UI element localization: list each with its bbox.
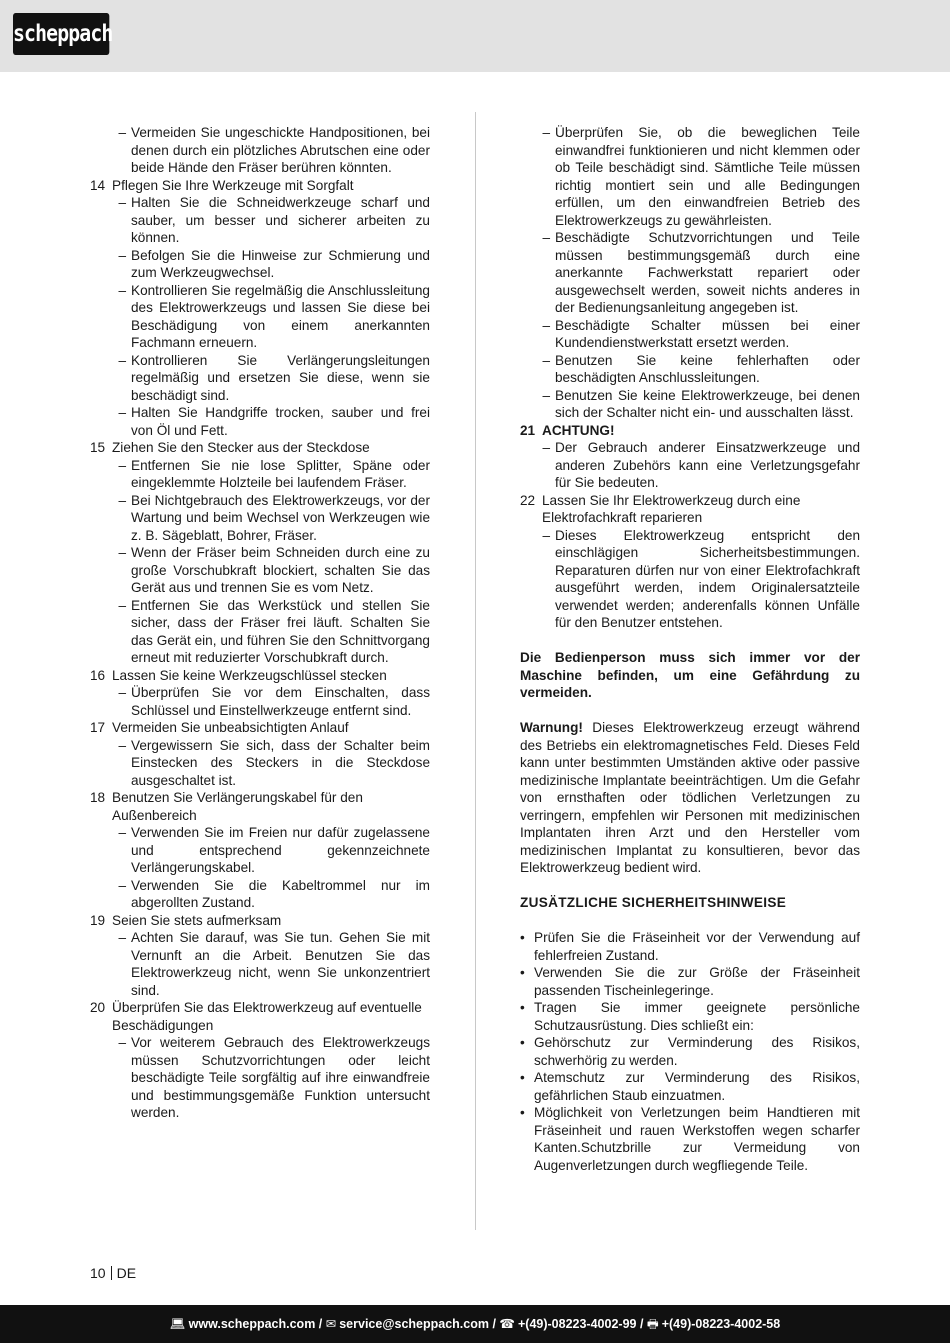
item-title: Überprüfen Sie das Elektrowerkzeug auf eventuelle Beschädigungen bbox=[112, 1000, 422, 1033]
dash-marker: – bbox=[542, 352, 550, 368]
dash-marker: – bbox=[118, 195, 126, 210]
sub-item bbox=[90, 929, 430, 999]
numbered-item bbox=[90, 667, 430, 685]
sub-item bbox=[90, 247, 430, 282]
sub-item-text: Kontrollieren Sie regelmäßig die Anschlussleitung des Elektrowerkzeugs und lassen Sie diese bei Beschädigung von einem anerkannten Fachmann erneuern. bbox=[131, 282, 430, 350]
sub-item-text: Vergewissern Sie sich, dass der Schalter beim Einstecken des Steckers in die Steckdose ausgeschaltet ist. bbox=[131, 737, 430, 788]
sub-item-text: Halten Sie Handgriffe trocken, sauber und frei von Öl und Fett. bbox=[131, 405, 430, 438]
sub-item bbox=[520, 124, 860, 229]
additional-safety-heading: ZUSÄTZLICHE SICHERHEITSHINWEISE bbox=[520, 895, 787, 910]
sub-item bbox=[520, 387, 860, 422]
bullet-text: Tragen Sie immer geeignete persönliche Schutzausrüstung. Dies schließt ein: bbox=[534, 1000, 860, 1033]
item-title: ACHTUNG! bbox=[542, 422, 615, 438]
envelope-icon: ✉︎ bbox=[325, 1317, 337, 1331]
sub-item-text: Dieses Elektrowerkzeug entspricht den einschlägigen Sicherheitsbestimmungen. Reparaturen dürfen nur von einer Elektrofachkraft ausgeführt werden, indem Originalersatzteile verwendet werden; anderenfalls können Unfälle für den Benutzer entstehen. bbox=[555, 527, 860, 630]
dash-marker: – bbox=[542, 440, 550, 455]
numbered-item bbox=[90, 999, 430, 1034]
sub-item bbox=[520, 439, 860, 492]
dash-marker: – bbox=[542, 125, 550, 140]
footer-email[interactable]: service@scheppach.com bbox=[339, 1317, 489, 1331]
sub-item bbox=[90, 684, 430, 719]
item-title: Benutzen Sie Verlängerungskabel für den Außenbereich bbox=[112, 790, 363, 823]
sub-item bbox=[520, 527, 860, 632]
sub-item bbox=[90, 544, 430, 597]
sub-item-text: Achten Sie darauf, was Sie tun. Gehen Sie mit Vernunft an die Arbeit. Benutzen Sie das Elektrowerkzeug nicht, wenn Sie unkonzentriert sind. bbox=[131, 930, 430, 998]
dash-marker: – bbox=[118, 492, 126, 508]
bullet-item bbox=[520, 1069, 860, 1104]
page-number bbox=[90, 1265, 136, 1281]
bullet-marker: • bbox=[520, 1070, 525, 1085]
dash-marker: – bbox=[118, 737, 126, 753]
sub-item bbox=[90, 597, 430, 667]
sub-item-text: Der Gebrauch anderer Einsatzwerkzeuge und anderen Zubehörs kann eine Verletzungsgefahr für Sie bedeuten. bbox=[555, 440, 860, 490]
dash-marker: – bbox=[118, 352, 126, 368]
scheppach-logo: scheppach bbox=[13, 13, 109, 55]
sub-item-text: Verwenden Sie im Freien nur dafür zugelassene und entsprechend gekennzeichnete Verlängerungskabel. bbox=[131, 825, 430, 875]
bullet-text: Prüfen Sie die Fräseinheit vor der Verwendung auf fehlerfreien Zustand. bbox=[534, 930, 860, 963]
item-title: Lassen Sie Ihr Elektrowerkzeug durch eine Elektrofachkraft reparieren bbox=[542, 492, 801, 525]
sub-item-text: Benutzen Sie keine Elektrowerkzeuge, bei denen sich der Schalter nicht ein- und ausschalten lässt. bbox=[555, 387, 860, 420]
dash-marker: – bbox=[542, 387, 550, 403]
item-number: 21 bbox=[520, 422, 536, 438]
bullet-marker: • bbox=[520, 1000, 525, 1015]
sub-item-text: Überprüfen Sie, ob die beweglichen Teile einwandfrei funktionieren und nicht klemmen oder ob Teile beschädigt sind. Sämtliche Teile müssen richtig montiert sein und alle Bedingungen erfüllen, um den einwandfreien Betrieb des Elektrowerkzeugs zu gewährleisten. bbox=[555, 125, 860, 228]
item-number: 15 bbox=[90, 440, 106, 455]
sub-item bbox=[90, 352, 430, 405]
warning-paragraph bbox=[520, 719, 860, 877]
sub-item bbox=[90, 457, 430, 492]
sub-item bbox=[90, 737, 430, 790]
dash-marker: – bbox=[118, 597, 126, 613]
sub-item-text: Befolgen Sie die Hinweise zur Schmierung und zum Werkzeugwechsel. bbox=[131, 247, 430, 280]
sub-item-text: Vermeiden Sie ungeschickte Handpositionen, bei denen durch ein plötzliches Abrutschen eine oder beide Hände den Fräser berühren könnten. bbox=[131, 125, 430, 175]
sub-item bbox=[90, 1034, 430, 1122]
fax-icon: 🖶︎ bbox=[646, 1317, 659, 1331]
numbered-item bbox=[90, 719, 430, 737]
dash-marker: – bbox=[542, 317, 550, 333]
numbered-item bbox=[520, 492, 860, 527]
dash-marker: – bbox=[118, 282, 126, 298]
sub-item-text: Entfernen Sie das Werkstück und stellen Sie sicher, dass der Fräser frei läuft. Schalten Sie das Gerät ein, und führen Sie den Schnittvorgang erneut mit reduzierter Vorschubkraft durch. bbox=[131, 597, 430, 665]
item-title: Lassen Sie keine Werkzeugschlüssel stecken bbox=[112, 667, 387, 683]
sub-item bbox=[90, 194, 430, 247]
sub-item-text: Überprüfen Sie vor dem Einschalten, dass Schlüssel und Einstellwerkzeuge entfernt sind. bbox=[131, 685, 430, 718]
sub-item bbox=[90, 492, 430, 545]
sub-item-text: Halten Sie die Schneidwerkzeuge scharf und sauber, um besser und sicherer arbeiten zu können. bbox=[131, 195, 430, 245]
dash-marker: – bbox=[118, 457, 126, 473]
item-title: Seien Sie stets aufmerksam bbox=[112, 912, 282, 928]
right-column-list bbox=[520, 124, 860, 632]
dash-marker: – bbox=[118, 1035, 126, 1050]
footer-fax: +(49)-08223-4002-58 bbox=[661, 1317, 781, 1331]
left-column bbox=[90, 124, 430, 1122]
sub-item bbox=[520, 229, 860, 317]
sub-item bbox=[90, 877, 430, 912]
page-language: DE bbox=[116, 1265, 137, 1281]
sub-item-text: Bei Nichtgebrauch des Elektrowerkzeugs, vor der Wartung und beim Wechsel von Werkzeugen wie z. B. Sägeblatt, Bohrer, Fräser. bbox=[131, 492, 430, 543]
numbered-item bbox=[90, 177, 430, 195]
item-title: Vermeiden Sie unbeabsichtigten Anlauf bbox=[112, 720, 349, 735]
bullet-text: Gehörschutz zur Verminderung des Risikos, schwerhörig zu werden. bbox=[534, 1035, 860, 1068]
sub-item-text: Vor weiterem Gebrauch des Elektrowerkzeugs müssen Schutzvorrichtungen oder leicht beschädigte Teile sorgfältig auf ihre einwandfreie und bestimmungsgemäße Funktion untersucht werden. bbox=[131, 1035, 430, 1120]
operator-note: Die Bedienperson muss sich immer vor der Maschine befinden, um eine Gefährdung zu vermeiden. bbox=[520, 650, 860, 700]
dash-marker: – bbox=[118, 405, 126, 420]
bullet-text: Möglichkeit von Verletzungen beim Handtieren mit Fräseinheit und rauen Werkstoffen wegen scharfer Kanten.Schutzbrille zur Vermeidung von Augenverletzungen durch wegfliegende Teile. bbox=[534, 1105, 860, 1173]
bullet-marker: • bbox=[520, 1035, 525, 1050]
numbered-item bbox=[90, 439, 430, 457]
sub-item-text: Wenn der Fräser beim Schneiden durch eine zu große Vorschubkraft blockiert, schalten Sie das Gerät aus und trennen Sie es vom Netz. bbox=[131, 545, 430, 595]
bullet-item bbox=[520, 929, 860, 964]
dash-marker: – bbox=[542, 527, 550, 543]
footer-website[interactable]: www.scheppach.com bbox=[188, 1317, 316, 1331]
bullet-marker: • bbox=[520, 930, 525, 945]
sub-item bbox=[90, 824, 430, 877]
dash-marker: – bbox=[118, 685, 126, 700]
sub-item-text: Entfernen Sie nie lose Splitter, Späne oder eingeklemmte Holzteile bei laufendem Fräser. bbox=[131, 457, 430, 490]
dash-marker: – bbox=[118, 545, 126, 560]
dash-marker: – bbox=[118, 877, 126, 893]
bullet-list bbox=[520, 929, 860, 1174]
sub-item bbox=[90, 124, 430, 177]
item-number: 14 bbox=[90, 177, 106, 193]
numbered-item bbox=[90, 912, 430, 930]
phone-icon: ☎︎ bbox=[499, 1317, 515, 1331]
sub-item bbox=[90, 282, 430, 352]
bullet-item bbox=[520, 999, 860, 1034]
item-number: 18 bbox=[90, 790, 106, 805]
laptop-icon: 💻︎ bbox=[169, 1317, 186, 1331]
dash-marker: – bbox=[542, 230, 550, 245]
bullet-text: Atemschutz zur Verminderung des Risikos, gefährlichen Staub einzuatmen. bbox=[534, 1070, 860, 1103]
right-column bbox=[520, 124, 860, 1174]
item-number: 20 bbox=[90, 1000, 106, 1015]
dash-marker: – bbox=[118, 247, 126, 263]
item-title: Pflegen Sie Ihre Werkzeuge mit Sorgfalt bbox=[112, 177, 354, 193]
item-title: Ziehen Sie den Stecker aus der Steckdose bbox=[112, 440, 370, 455]
page-number-value: 10 bbox=[90, 1265, 106, 1281]
dash-marker: – bbox=[118, 125, 126, 140]
sub-item-text: Kontrollieren Sie Verlängerungsleitungen regelmäßig und ersetzen Sie diese, wenn sie beschädigt sind. bbox=[131, 352, 430, 403]
dash-marker: – bbox=[118, 930, 126, 945]
numbered-item bbox=[90, 789, 430, 824]
item-number: 17 bbox=[90, 720, 106, 735]
warning-text: Dieses Elektrowerkzeug erzeugt während des Betriebs ein elektromagnetisches Feld. Dieses Feld kann unter bestimmten Umständen aktive oder passive medizinische Implantate beeinträchtigen. Um die Gefahr von ernsthaften oder tödlichen Verletzungen zu verringern, empfehlen wir Personen mit medizinischen Implantaten ihren Arzt und den Hersteller vom medizinischen Implantat zu konsultieren, bevor das Elektrowerkzeug bedient wird. bbox=[520, 720, 860, 875]
sub-item-text: Benutzen Sie keine fehlerhaften oder beschädigten Anschlussleitungen. bbox=[555, 352, 860, 385]
item-number: 16 bbox=[90, 667, 106, 683]
dash-marker: – bbox=[118, 825, 126, 840]
warning-label: Warnung! bbox=[520, 720, 583, 735]
column-divider bbox=[475, 112, 476, 1230]
header-bar bbox=[0, 0, 950, 72]
sub-item bbox=[520, 352, 860, 387]
item-number: 22 bbox=[520, 492, 536, 508]
bullet-marker: • bbox=[520, 1105, 525, 1120]
bullet-item bbox=[520, 1104, 860, 1174]
sub-item-text: Verwenden Sie die Kabeltrommel nur im abgerollten Zustand. bbox=[131, 877, 430, 910]
sub-item-text: Beschädigte Schalter müssen bei einer Kundendienstwerkstatt ersetzt werden. bbox=[555, 317, 860, 350]
bullet-text: Verwenden Sie die zur Größe der Fräseinheit passenden Tischeinlegeringe. bbox=[534, 965, 860, 998]
item-number: 19 bbox=[90, 912, 106, 928]
footer-bar: 💻︎ www.scheppach.com / ✉︎ service@scheppach.com / ☎︎ +(49)-08223-4002-99 / 🖶︎ +(49)-08223-4002-58 bbox=[0, 1305, 950, 1343]
bullet-marker: • bbox=[520, 965, 525, 980]
bullet-item bbox=[520, 1034, 860, 1069]
page-number-separator bbox=[111, 1266, 112, 1280]
bullet-item bbox=[520, 964, 860, 999]
footer-phone: +(49)-08223-4002-99 bbox=[517, 1317, 637, 1331]
numbered-item bbox=[520, 422, 860, 440]
sub-item bbox=[520, 317, 860, 352]
sub-item bbox=[90, 404, 430, 439]
sub-item-text: Beschädigte Schutzvorrichtungen und Teile müssen bestimmungsgemäß durch eine anerkannte Fachwerkstatt repariert oder ausgewechselt werden, soweit nichts anderes in der Bedienungsanleitung angegeben ist. bbox=[555, 230, 860, 315]
